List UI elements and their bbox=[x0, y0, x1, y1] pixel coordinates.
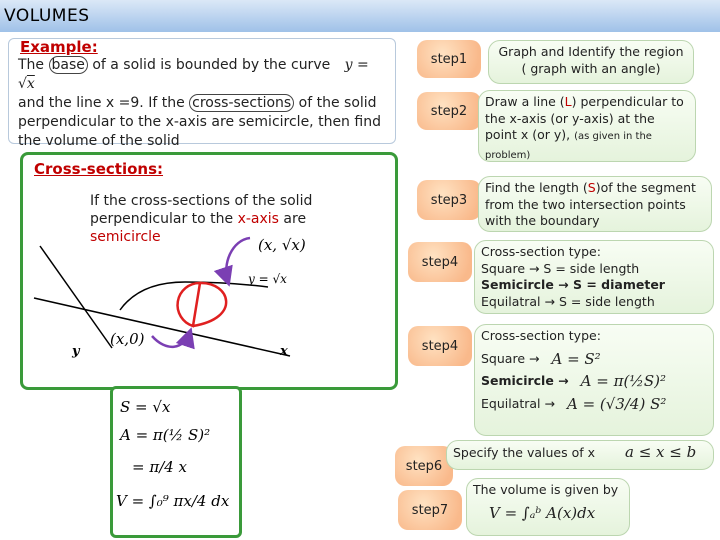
step5-square: Square → bbox=[481, 350, 540, 366]
arrow-top bbox=[226, 238, 250, 282]
step5-equi-formula: A = (√3/4) S² bbox=[566, 394, 667, 413]
step5-semi-formula: A = π(½S)² bbox=[580, 372, 666, 390]
step2-card bbox=[478, 90, 696, 162]
formula-4: V = ∫₀⁹ πx/4 dx bbox=[116, 492, 230, 510]
step4-line4: Equilatral → S = side length bbox=[481, 293, 655, 309]
arrow-bottom bbox=[152, 332, 190, 347]
formula-3: = π/4 x bbox=[132, 458, 188, 476]
example-text-a: The bbox=[18, 57, 49, 73]
curve-sqrt: √ bbox=[18, 76, 27, 92]
step5-equi-row bbox=[481, 396, 707, 413]
formula-1: S = √x bbox=[120, 398, 171, 416]
step3-text-a: Find the length ( bbox=[485, 180, 588, 195]
step5-card bbox=[474, 324, 714, 436]
step7-card bbox=[466, 478, 630, 536]
cs-text-shape: semicircle bbox=[90, 229, 161, 245]
cross-section-label: Cross-sections: bbox=[34, 160, 164, 178]
y-axis-line bbox=[40, 246, 112, 348]
step6-formula: a ≤ x ≤ b bbox=[624, 443, 697, 461]
step2-text-L: L bbox=[564, 94, 572, 109]
step2-badge: step2 bbox=[417, 92, 481, 130]
semicircle-shape bbox=[178, 283, 200, 326]
step4-line1: Cross-section type: bbox=[481, 244, 601, 259]
cs-text-a: If the cross-sections of the solid perpendicular to the bbox=[90, 193, 313, 227]
curve-label: y = √x bbox=[248, 272, 287, 286]
step7-text: The volume is given by bbox=[473, 482, 619, 497]
cs-text-axis: x-axis bbox=[237, 211, 279, 227]
step5-equi: Equilatral → bbox=[481, 395, 555, 411]
curve-line bbox=[120, 282, 268, 310]
example-text-d: of the solid perpendicular to the x-axis are semicircle, then find the volume of the solid bbox=[18, 95, 381, 149]
x-axis-label: x bbox=[280, 344, 288, 359]
step5-semi: Semicircle → bbox=[481, 373, 569, 388]
step3-card bbox=[478, 176, 712, 232]
point-bottom-label: (x,0) bbox=[110, 330, 145, 348]
example-cross-word: cross-sections bbox=[189, 94, 294, 112]
step1-card: Graph and Identify the region ( graph with an angle) bbox=[488, 40, 694, 84]
step6-card bbox=[446, 440, 714, 470]
point-top-label: (x, √x) bbox=[258, 236, 306, 254]
step2-text-b: ) perpendicular to the x-axis (or y-axis) at the point x (or y), bbox=[485, 94, 684, 142]
step7-badge: step7 bbox=[398, 490, 462, 530]
step7-formula: V = ∫ₐᵇ A(x)dx bbox=[489, 503, 596, 522]
formula-2: A = π(½ S)² bbox=[120, 426, 211, 444]
cross-section-graph bbox=[0, 0, 400, 384]
cs-text-b: are bbox=[278, 211, 307, 227]
step5-square-row bbox=[481, 351, 707, 368]
page-title: VOLUMES bbox=[4, 6, 90, 26]
step6-badge: step6 bbox=[395, 446, 453, 486]
step6-text: Specify the values of x bbox=[453, 445, 595, 460]
example-label: Example: bbox=[20, 38, 98, 56]
example-text-c: and the line x =9. If the bbox=[18, 95, 190, 111]
step5-line1: Cross-section type: bbox=[481, 328, 601, 343]
example-text-b: of a solid is bounded by the curve bbox=[87, 57, 331, 73]
step2-text-small: (as given in the problem) bbox=[485, 131, 652, 161]
curve-x: x bbox=[26, 76, 35, 92]
step5-badge: step4 bbox=[408, 326, 472, 366]
step5-semi-row bbox=[481, 373, 707, 390]
y-axis-label: y bbox=[72, 344, 80, 359]
step4-line3: Semicircle → S = diameter bbox=[481, 277, 665, 292]
step1-badge: step1 bbox=[417, 40, 481, 78]
step4-card bbox=[474, 240, 714, 314]
step4-line2: Square → S = side length bbox=[481, 260, 640, 276]
step3-text-S: S bbox=[587, 180, 596, 195]
curve-eq: = bbox=[357, 57, 369, 73]
step4-badge: step4 bbox=[408, 242, 472, 282]
step3-text-b: )of the segment from the two intersection points with the boundary bbox=[485, 180, 696, 228]
curve-y: y bbox=[344, 57, 353, 73]
step2-text-a: Draw a line ( bbox=[485, 94, 565, 109]
step5-square-formula: A = S² bbox=[551, 349, 601, 368]
example-base-word: base bbox=[49, 56, 88, 74]
step3-badge: step3 bbox=[417, 180, 481, 220]
